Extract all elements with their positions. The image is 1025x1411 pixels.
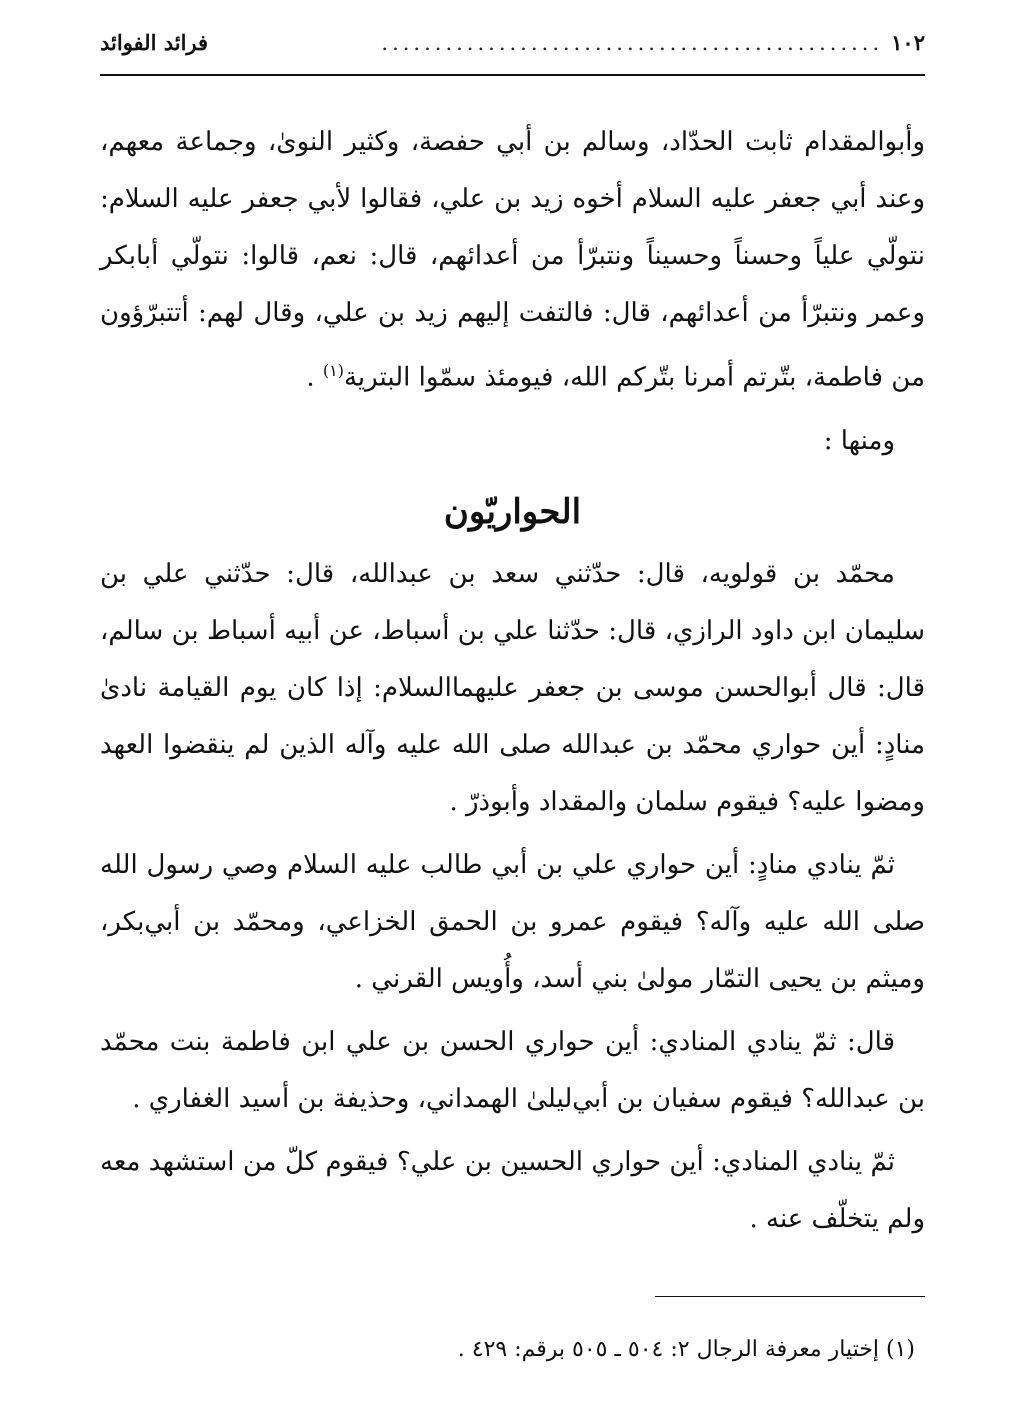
section-title: الحواريّون	[443, 491, 582, 532]
page	[100, 30, 925, 1362]
footnote-ref: (١)	[322, 361, 344, 380]
paragraph-1-end: .	[306, 362, 323, 393]
header-leader-dots: ...............................................	[381, 31, 884, 55]
book-title: فرائد الفوائد	[100, 30, 209, 55]
paragraph-5: قال: ثمّ ينادي المنادي: أين حواري الحسن بن علي ابن فاطمة بنت محمّد بن عبدالله؟ فيقوم سفيان بن أبي‌ليلىٰ الهمداني، وحذيفة بن أسيد الغفاري .	[100, 1026, 925, 1114]
body-text	[100, 114, 925, 1248]
paragraph-2: ومنها :	[823, 425, 895, 456]
running-header	[100, 30, 925, 76]
paragraph-4: ثمّ ينادي منادٍ: أين حواري علي بن أبي طالب عليه السلام وصي رسول الله صلى الله عليه وآله؟ فيقوم عمرو بن الحمق الخزاعي، ومحمّد بن أبي‌بكر، وميثم بن يحيى التمّار مولىٰ بني أسد، وأُويس القرني .	[100, 849, 925, 994]
footnote-divider	[655, 1296, 925, 1297]
paragraph-3: محمّد بن قولويه، قال: حدّثني سعد بن عبدالله، قال: حدّثني علي بن سليمان ابن داود الرازي، قال: حدّثنا علي بن أسباط، عن أبيه أسباط بن سالم، قال: قال أبوالحسن موسى بن جعفر عليهماالسلام: إذا كان يوم القيامة نادىٰ منادٍ: أين حواري محمّد بن عبدالله صلى الله عليه وآله الذين لم ينقضوا العهد ومضوا عليه؟ فيقوم سلمان والمقداد وأبوذرّ .	[100, 558, 925, 817]
paragraph-1-text: وأبوالمقدام ثابت الحدّاد، وسالم بن أبي حفصة، وكثير النوىٰ، وجماعة معهم، وعند أبي جعفر عليه السلام أخوه زيد بن علي، فقالوا لأبي جعفر عليه السلام: نتولّي علياً وحسناً وحسيناً ونتبرّأ من أعدائهم، قال: نعم، قالوا: نتولّي أبابكر وعمر ونتبرّأ من أعدائهم، قال: فالتفت إليهم زيد بن علي، وقال لهم: أتتبرّؤون من فاطمة، بتّرتم أمرنا بتّركم الله، فيومئذ سمّوا البترية	[100, 127, 925, 393]
footnote: (١) إختيار معرفة الرجال ٢: ٥٠٤ ـ ٥٠٥ برقم: ٤٢٩ .	[457, 1336, 915, 1362]
page-number: ١٠٢	[891, 30, 925, 55]
paragraph-1	[100, 114, 925, 407]
paragraph-6: ثمّ ينادي المنادي: أين حواري الحسين بن علي؟ فيقوم كلّ من استشهد معه ولم يتخلّف عنه .	[100, 1146, 925, 1234]
